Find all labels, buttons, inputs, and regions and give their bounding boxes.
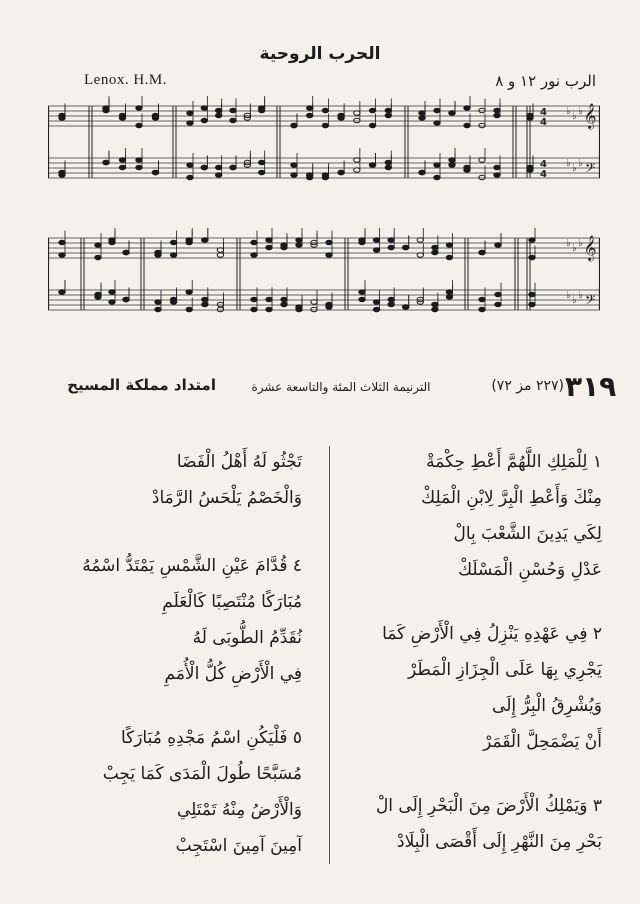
- note-head: [434, 108, 440, 113]
- treble-clef-icon: 𝄞: [583, 236, 597, 261]
- note-head: [434, 163, 440, 168]
- verse-line: ٤ قُدَّامَ عَيْنِ الشَّمْسِ يَمْتَدُّ اسْمُهُ: [82, 556, 302, 576]
- note-head: [109, 240, 115, 245]
- note-head: [369, 123, 375, 128]
- verse-line: وَالْخَصْمُ يَلْحَسُ الرَّمَادْ: [151, 488, 302, 508]
- note-head: [338, 170, 344, 175]
- note-head: [373, 300, 379, 305]
- verse-line: مِنْكَ وَأَعْطِ الْبِرَّ لِابْنِ الْمَلِكْ: [421, 488, 602, 508]
- note-head: [446, 255, 452, 260]
- bass-clef-icon: 𝄢: [584, 160, 596, 179]
- note-head: [230, 118, 236, 123]
- note-head: [186, 290, 192, 295]
- note-head: [359, 238, 365, 243]
- note-head: [434, 121, 440, 126]
- note-head: [385, 165, 391, 170]
- note-head: [446, 243, 452, 248]
- note-head: [369, 163, 375, 168]
- note-head: [59, 240, 65, 245]
- note-head: [186, 238, 192, 243]
- note-head: [291, 173, 297, 178]
- note-head: [432, 250, 438, 255]
- note-head: [419, 170, 425, 175]
- note-head: [281, 297, 287, 302]
- note-head: [266, 245, 272, 250]
- note-head: [155, 300, 161, 305]
- verse-line: وَيُشْرِقُ الْبِرُّ إِلَى: [492, 696, 602, 716]
- bass-clef-icon: 𝄢: [584, 292, 596, 311]
- note-head: [388, 245, 394, 250]
- note-head: [59, 116, 65, 121]
- verse-column-left: [52, 450, 302, 870]
- note-head: [529, 238, 535, 243]
- meter-label: الرب نور ١٢ و ٨: [495, 72, 596, 90]
- flat-icon: ♭: [566, 158, 571, 169]
- note-head: [307, 175, 313, 180]
- sheet-music: [48, 92, 600, 340]
- note-head: [95, 243, 101, 248]
- verse-line: بَحْرِ مِنَ النَّهْرِ إِلَى أَقْصَى الْبِلَادْ: [397, 832, 602, 852]
- note-head: [326, 253, 332, 258]
- note-head: [136, 158, 142, 163]
- note-head: [59, 170, 65, 175]
- note-head: [202, 238, 208, 243]
- flat-icon: ♭: [578, 106, 583, 117]
- tune-title: الحرب الروحية: [259, 44, 381, 64]
- note-head: [109, 300, 115, 305]
- note-head: [529, 255, 535, 260]
- note-head: [529, 292, 535, 297]
- note-head: [201, 106, 207, 111]
- note-head: [202, 297, 208, 302]
- note-head: [338, 116, 344, 121]
- verse-line: ٣ وَيَمْلِكُ الْأَرْضَ مِنَ الْبَحْرِ إِلَى الْ: [375, 796, 602, 816]
- note-head: [296, 243, 302, 248]
- note-head: [494, 113, 500, 118]
- note-head: [354, 118, 360, 123]
- note-head: [170, 240, 176, 245]
- verse-line: لِكَي يَدِينَ الشَّعْبَ بِالْ: [453, 524, 602, 544]
- note-head: [479, 297, 485, 302]
- note-head: [432, 245, 438, 250]
- note-head: [432, 307, 438, 312]
- note-head: [449, 158, 455, 163]
- note-head: [170, 253, 176, 258]
- note-head: [109, 290, 115, 295]
- note-head: [326, 240, 332, 245]
- note-head: [388, 302, 394, 307]
- note-head: [527, 165, 533, 170]
- treble-clef-icon: 𝄞: [583, 104, 597, 129]
- note-head: [307, 113, 313, 118]
- flat-icon: ♭: [572, 111, 577, 122]
- note-head: [155, 253, 161, 258]
- verse-line: أَنْ يَضْمَحِلَّ الْقَمَرْ: [483, 732, 602, 752]
- hymn-topic: امتداد مملكة المسيح: [67, 376, 216, 394]
- note-head: [449, 163, 455, 168]
- note-head: [251, 307, 257, 312]
- note-head: [385, 108, 391, 113]
- note-head: [251, 253, 257, 258]
- flat-icon: ♭: [566, 238, 571, 249]
- note-head: [322, 123, 328, 128]
- note-head: [291, 123, 297, 128]
- note-head: [296, 238, 302, 243]
- note-head: [123, 250, 129, 255]
- time-signature-top: 4: [540, 159, 547, 170]
- note-head: [281, 302, 287, 307]
- time-signature-bottom: 4: [540, 169, 547, 180]
- note-head: [119, 165, 125, 170]
- note-head: [170, 297, 176, 302]
- flat-icon: ♭: [566, 106, 571, 117]
- note-head: [215, 113, 221, 118]
- note-head: [95, 295, 101, 300]
- hymn-subtitle: الترنيمة الثلاث المئة والتاسعة عشرة: [251, 380, 431, 394]
- note-head: [136, 106, 142, 111]
- note-head: [495, 243, 501, 248]
- note-head: [217, 302, 223, 307]
- note-head: [215, 165, 221, 170]
- verse-line: نُقَدِّمُ الطُّوبَى لَهُ: [192, 628, 302, 648]
- note-head: [202, 302, 208, 307]
- flat-icon: ♭: [572, 163, 577, 174]
- verse-line: فِي الْأَرْضِ كُلُّ الْأُمَمِ: [164, 664, 302, 684]
- note-head: [419, 111, 425, 116]
- time-signature-bottom: 4: [540, 117, 547, 128]
- note-head: [494, 165, 500, 170]
- note-head: [385, 113, 391, 118]
- note-head: [103, 160, 109, 165]
- verse-column-right: [352, 450, 602, 870]
- note-head: [119, 116, 125, 121]
- note-head: [266, 297, 272, 302]
- hymn-number: ٣١٩: [565, 370, 617, 403]
- note-head: [388, 238, 394, 243]
- note-head: [217, 307, 223, 312]
- note-head: [403, 305, 409, 310]
- note-head: [266, 238, 272, 243]
- note-head: [479, 123, 485, 128]
- flat-icon: ♭: [578, 290, 583, 301]
- note-head: [152, 170, 158, 175]
- flat-icon: ♭: [572, 295, 577, 306]
- note-head: [373, 248, 379, 253]
- note-head: [103, 108, 109, 113]
- note-head: [373, 238, 379, 243]
- flat-icon: ♭: [578, 238, 583, 249]
- note-head: [434, 175, 440, 180]
- note-head: [258, 160, 264, 165]
- note-head: [187, 111, 193, 116]
- column-divider: [329, 446, 330, 864]
- note-head: [187, 175, 193, 180]
- note-head: [59, 253, 65, 258]
- note-head: [326, 305, 332, 310]
- verse-line: آمِينَ آمِينَ اسْتَجِبْ: [175, 836, 302, 856]
- note-head: [446, 295, 452, 300]
- note-head: [464, 106, 470, 111]
- flat-icon: ♭: [572, 243, 577, 254]
- verse-line: مُبَارَكًا مُنْتَصِبًا كَالْعَلَمِ: [162, 592, 302, 612]
- verse-line: عَدْلِ وَحُسْنِ الْمَسْلَكْ: [458, 560, 602, 580]
- note-head: [258, 106, 264, 111]
- note-head: [123, 297, 129, 302]
- note-head: [258, 170, 264, 175]
- note-head: [464, 123, 470, 128]
- note-head: [388, 297, 394, 302]
- note-head: [449, 111, 455, 116]
- note-head: [296, 307, 302, 312]
- verse-line: يَجْرِي بِهَا عَلَى الْجِزَازِ الْمَطَرْ: [408, 660, 602, 680]
- note-head: [446, 290, 452, 295]
- note-head: [311, 307, 317, 312]
- note-head: [281, 245, 287, 250]
- note-head: [479, 108, 485, 113]
- note-head: [230, 108, 236, 113]
- note-head: [419, 116, 425, 121]
- note-head: [95, 255, 101, 260]
- note-head: [359, 290, 365, 295]
- note-head: [527, 113, 533, 118]
- note-head: [187, 121, 193, 126]
- note-head: [215, 108, 221, 113]
- note-head: [322, 173, 328, 178]
- note-head: [59, 290, 65, 295]
- flat-icon: ♭: [578, 158, 583, 169]
- note-head: [359, 297, 365, 302]
- note-head: [494, 108, 500, 113]
- tune-name: Lenox. H.M.: [84, 72, 167, 88]
- note-head: [385, 160, 391, 165]
- note-head: [266, 307, 272, 312]
- note-head: [152, 113, 158, 118]
- note-head: [464, 165, 470, 170]
- verse-line: ٥ فَلْيَكُنِ اسْمُ مَجْدِهِ مُبَارَكًا: [120, 728, 302, 748]
- note-head: [479, 250, 485, 255]
- note-head: [201, 165, 207, 170]
- note-head: [307, 106, 313, 111]
- note-head: [479, 307, 485, 312]
- psalm-reference: (٢٢٧ مز ٧٢): [491, 378, 564, 394]
- note-head: [291, 163, 297, 168]
- verse-line: تَجْثُو لَهُ أَهْلُ الْفَضَا: [176, 452, 302, 472]
- verse-line: وَالْأَرْضُ مِنْهُ تَمْتَلِي: [176, 800, 302, 820]
- note-head: [495, 302, 501, 307]
- note-head: [529, 302, 535, 307]
- note-head: [230, 165, 236, 170]
- note-head: [251, 297, 257, 302]
- note-head: [322, 108, 328, 113]
- note-head: [251, 240, 257, 245]
- note-head: [369, 108, 375, 113]
- verse-line: ٢ فِي عَهْدِهِ يَنْزِلُ فِي الْأَرْضِ كَمَا: [382, 624, 602, 644]
- note-head: [186, 307, 192, 312]
- note-head: [136, 123, 142, 128]
- note-head: [136, 165, 142, 170]
- note-head: [403, 245, 409, 250]
- note-head: [494, 173, 500, 178]
- flat-icon: ♭: [566, 290, 571, 301]
- verse-line: مُسَبَّحًا طُولَ الْمَدَى كَمَا يَجِبْ: [102, 764, 302, 784]
- note-head: [432, 302, 438, 307]
- note-head: [155, 307, 161, 312]
- note-head: [495, 292, 501, 297]
- verse-line: ١ لِلْمَلِكِ اللَّهُمَّ أَعْطِ حِكْمَةْ: [426, 452, 602, 472]
- note-head: [373, 307, 379, 312]
- note-head: [215, 173, 221, 178]
- note-head: [479, 175, 485, 180]
- note-head: [187, 163, 193, 168]
- note-head: [119, 158, 125, 163]
- time-signature-top: 4: [540, 107, 547, 118]
- note-head: [201, 118, 207, 123]
